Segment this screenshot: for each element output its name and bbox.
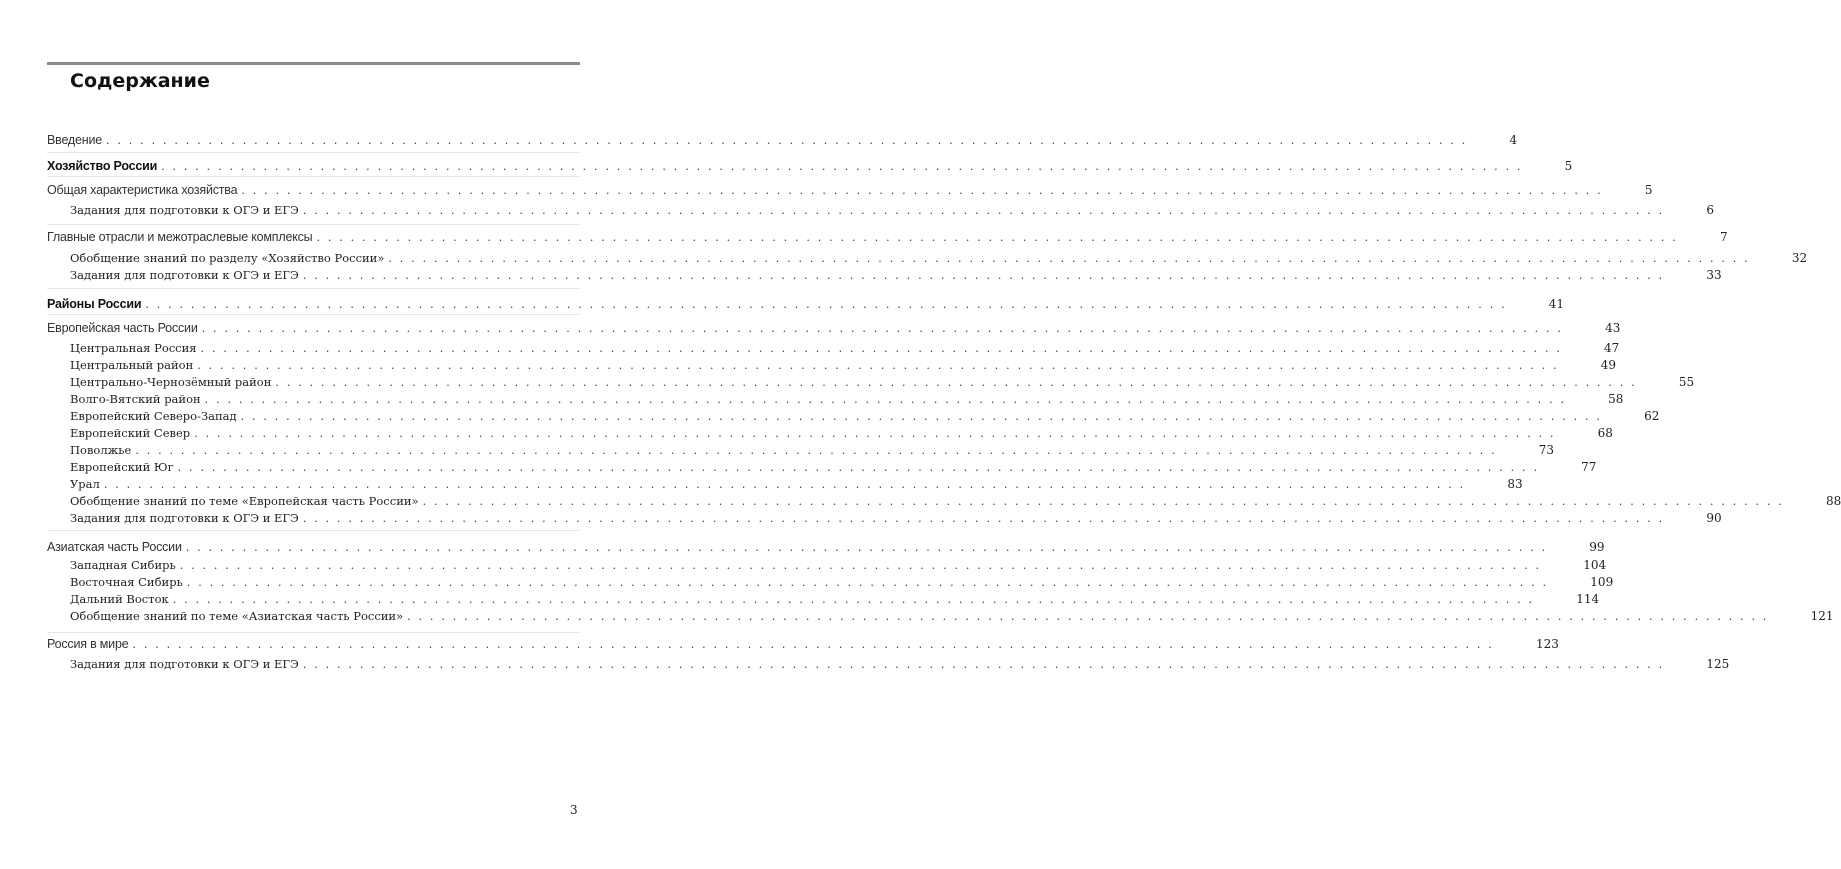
toc-entry-label: Задания для подготовки к ОГЭ и ЕГЭ [70,268,299,282]
toc-entry-page: 90 [1706,511,1722,525]
toc-entry-page: 104 [1583,558,1607,572]
toc-entry[interactable] [47,635,1559,653]
toc-entry-label: Главные отрасли и межотраслевые комплексы [47,230,313,244]
dot-leader: . . . . . . . . . . . . . . . . . . . . . . . . . . . . . . . . . . . . . . . . . . . . . . . . . . . . . . . . . . . . . . . . . . . . . . . . . . . . . . . . . . . . . . . . . . . . . . . . . . . . . . . . . . . . . . . . . . . . . . . . [135,444,1497,457]
toc-entry[interactable] [70,475,1523,493]
toc-entry-page: 77 [1581,460,1597,474]
page-number: 3 [570,803,578,817]
toc-entry-page: 125 [1706,657,1730,671]
toc-entry-label: Европейский Северо-Запад [70,409,237,423]
toc-entry-label: Европейский Юг [70,460,174,474]
dot-leader: . . . . . . . . . . . . . . . . . . . . . . . . . . . . . . . . . . . . . . . . . . . . . . . . . . . . . . . . . . . . . . . . . . . . . . . . . . . . . . . . . . . . . . . . . . . . . . . . . . . . . . . . . . . . . . . . . . . . . . . . [302,269,1665,282]
toc-entry-page: 5 [1644,183,1653,197]
toc-entry-page: 6 [1706,203,1714,217]
toc-entry-page: 123 [1535,637,1559,651]
toc-entry-label: Дальний Восток [70,592,169,606]
toc-entry-page: 32 [1791,251,1808,265]
toc-entry[interactable] [70,390,1624,408]
dot-leader: . . . . . . . . . . . . . . . . . . . . . . . . . . . . . . . . . . . . . . . . . . . . . . . . . . . . . . . . . . . . . . . . . . . . . . . . . . . . . . . . . . . . . . . . . . . . . . . . . . . . . . . . . . . . . . . . . . . . . . . . [103,478,1466,491]
toc-entry-label: Задания для подготовки к ОГЭ и ЕГЭ [70,657,299,671]
toc-entry-page: 49 [1600,358,1617,372]
toc-entry-page: 73 [1538,443,1555,457]
toc-entry-page: 47 [1604,341,1620,355]
dot-leader: . . . . . . . . . . . . . . . . . . . . . . . . . . . . . . . . . . . . . . . . . . . . . . . . . . . . . . . . . . . . . . . . . . . . . . . . . . . . . . . . . . . . . . . . . . . . . . . . . . . . . . . . . . . . . . . . . . . . . . . . [179,559,1542,572]
section-divider [47,632,580,633]
toc-entry-label: Введение [47,133,102,147]
toc-entry-label: Хозяйство России [47,159,158,173]
toc-entry[interactable] [70,424,1613,442]
dot-leader: . . . . . . . . . . . . . . . . . . . . . . . . . . . . . . . . . . . . . . . . . . . . . . . . . . . . . . . . . . . . . . . . . . . . . . . . . . . . . . . . . . . . . . . . . . . . . . . . . . . . . . . . . . . . . . . . . . . . . . . . [241,184,1603,197]
toc-entry-page: 7 [1719,230,1728,244]
toc-entry[interactable] [70,607,1834,625]
toc-entry-page: 43 [1605,321,1621,335]
toc-entry-page: 4 [1509,133,1518,147]
toc-entry-page: 33 [1706,268,1722,282]
toc-entry-page: 55 [1678,375,1695,389]
toc-entry[interactable] [70,458,1597,476]
toc-entry-page: 68 [1597,426,1613,440]
toc-entry-label: Европейская часть России [47,321,198,335]
toc-entry-page: 58 [1608,392,1624,406]
dot-leader: . . . . . . . . . . . . . . . . . . . . . . . . . . . . . . . . . . . . . . . . . . . . . . . . . . . . . . . . . . . . . . . . . . . . . . . . . . . . . . . . . . . . . . . . . . . . . . . . . . . . . . . . . . . . . . . . . . . . . . . . [172,593,1535,606]
toc-entry-label: Западная Сибирь [70,558,176,572]
toc-entry-page: 83 [1507,477,1523,491]
section-divider [47,530,580,531]
toc-entry-label: Задания для подготовки к ОГЭ и ЕГЭ [70,203,299,217]
toc-entry-label: Поволжье [70,443,132,457]
toc-entry-page: 5 [1564,159,1573,173]
toc-entry-label: Обобщение знаний по теме «Европейская часть России» [70,494,419,508]
toc-entry[interactable] [70,249,1808,267]
toc-entry[interactable] [47,538,1605,556]
toc-entry-label: Задания для подготовки к ОГЭ и ЕГЭ [70,511,299,525]
toc-entry[interactable] [70,573,1614,591]
dot-leader: . . . . . . . . . . . . . . . . . . . . . . . . . . . . . . . . . . . . . . . . . . . . . . . . . . . . . . . . . . . . . . . . . . . . . . . . . . . . . . . . . . . . . . . . . . . . . . . . . . . . . . . . . . . . . . . . . . . . . . . . [388,252,1750,265]
dot-leader: . . . . . . . . . . . . . . . . . . . . . . . . . . . . . . . . . . . . . . . . . . . . . . . . . . . . . . . . . . . . . . . . . . . . . . . . . . . . . . . . . . . . . . . . . . . . . . . . . . . . . . . . . . . . . . . . . . . . . . . . [161,160,1523,173]
toc-entry-label: Азиатская часть России [47,540,182,554]
toc-entry-page: 99 [1589,540,1605,554]
dot-leader: . . . . . . . . . . . . . . . . . . . . . . . . . . . . . . . . . . . . . . . . . . . . . . . . . . . . . . . . . . . . . . . . . . . . . . . . . . . . . . . . . . . . . . . . . . . . . . . . . . . . . . . . . . . . . . . . . . . . . . . . [201,322,1564,335]
dot-leader: . . . . . . . . . . . . . . . . . . . . . . . . . . . . . . . . . . . . . . . . . . . . . . . . . . . . . . . . . . . . . . . . . . . . . . . . . . . . . . . . . . . . . . . . . . . . . . . . . . . . . . . . . . . . . . . . . . . . . . . . [422,495,1785,508]
dot-leader: . . . . . . . . . . . . . . . . . . . . . . . . . . . . . . . . . . . . . . . . . . . . . . . . . . . . . . . . . . . . . . . . . . . . . . . . . . . . . . . . . . . . . . . . . . . . . . . . . . . . . . . . . . . . . . . . . . . . . . . . [302,512,1665,525]
dot-leader: . . . . . . . . . . . . . . . . . . . . . . . . . . . . . . . . . . . . . . . . . . . . . . . . . . . . . . . . . . . . . . . . . . . . . . . . . . . . . . . . . . . . . . . . . . . . . . . . . . . . . . . . . . . . . . . . . . . . . . . . [197,359,1559,372]
dot-leader: . . . . . . . . . . . . . . . . . . . . . . . . . . . . . . . . . . . . . . . . . . . . . . . . . . . . . . . . . . . . . . . . . . . . . . . . . . . . . . . . . . . . . . . . . . . . . . . . . . . . . . . . . . . . . . . . . . . . . . . . [194,427,1556,440]
toc-entry-label: Районы России [47,297,142,311]
toc-entry-label: Урал [70,477,100,491]
dot-leader: . . . . . . . . . . . . . . . . . . . . . . . . . . . . . . . . . . . . . . . . . . . . . . . . . . . . . . . . . . . . . . . . . . . . . . . . . . . . . . . . . . . . . . . . . . . . . . . . . . . . . . . . . . . . . . . . . . . . . . . . [316,231,1678,244]
toc-entry[interactable] [70,509,1722,527]
section-divider [47,152,580,153]
toc-entry[interactable] [70,590,1600,608]
dot-leader: . . . . . . . . . . . . . . . . . . . . . . . . . . . . . . . . . . . . . . . . . . . . . . . . . . . . . . . . . . . . . . . . . . . . . . . . . . . . . . . . . . . . . . . . . . . . . . . . . . . . . . . . . . . . . . . . . . . . . . . . [275,376,1637,389]
toc-entry[interactable] [70,356,1617,374]
toc-entry[interactable] [47,228,1728,246]
toc-entry-label: Общая характеристика хозяйства [47,183,238,197]
dot-leader: . . . . . . . . . . . . . . . . . . . . . . . . . . . . . . . . . . . . . . . . . . . . . . . . . . . . . . . . . . . . . . . . . . . . . . . . . . . . . . . . . . . . . . . . . . . . . . . . . . . . . . . . . . . . . . . . . . . . . . . . [185,541,1548,554]
toc-entry[interactable] [70,556,1607,574]
dot-leader: . . . . . . . . . . . . . . . . . . . . . . . . . . . . . . . . . . . . . . . . . . . . . . . . . . . . . . . . . . . . . . . . . . . . . . . . . . . . . . . . . . . . . . . . . . . . . . . . . . . . . . . . . . . . . . . . . . . . . . . . [302,204,1665,217]
toc-entry[interactable] [47,131,1518,149]
dot-leader: . . . . . . . . . . . . . . . . . . . . . . . . . . . . . . . . . . . . . . . . . . . . . . . . . . . . . . . . . . . . . . . . . . . . . . . . . . . . . . . . . . . . . . . . . . . . . . . . . . . . . . . . . . . . . . . . . . . . . . . . [177,461,1540,474]
toc-entry[interactable] [70,373,1695,391]
dot-leader: . . . . . . . . . . . . . . . . . . . . . . . . . . . . . . . . . . . . . . . . . . . . . . . . . . . . . . . . . . . . . . . . . . . . . . . . . . . . . . . . . . . . . . . . . . . . . . . . . . . . . . . . . . . . . . . . . . . . . . . . [132,638,1494,651]
toc-entry[interactable] [70,441,1555,459]
toc-entry[interactable] [70,492,1841,510]
dot-leader: . . . . . . . . . . . . . . . . . . . . . . . . . . . . . . . . . . . . . . . . . . . . . . . . . . . . . . . . . . . . . . . . . . . . . . . . . . . . . . . . . . . . . . . . . . . . . . . . . . . . . . . . . . . . . . . . . . . . . . . . [145,298,1507,311]
dot-leader: . . . . . . . . . . . . . . . . . . . . . . . . . . . . . . . . . . . . . . . . . . . . . . . . . . . . . . . . . . . . . . . . . . . . . . . . . . . . . . . . . . . . . . . . . . . . . . . . . . . . . . . . . . . . . . . . . . . . . . . . [407,610,1769,623]
dot-leader: . . . . . . . . . . . . . . . . . . . . . . . . . . . . . . . . . . . . . . . . . . . . . . . . . . . . . . . . . . . . . . . . . . . . . . . . . . . . . . . . . . . . . . . . . . . . . . . . . . . . . . . . . . . . . . . . . . . . . . . . [240,410,1603,423]
toc-entry-label: Европейский Север [70,426,191,440]
dot-leader: . . . . . . . . . . . . . . . . . . . . . . . . . . . . . . . . . . . . . . . . . . . . . . . . . . . . . . . . . . . . . . . . . . . . . . . . . . . . . . . . . . . . . . . . . . . . . . . . . . . . . . . . . . . . . . . . . . . . . . . . [302,658,1665,671]
toc-entry-label: Центральный район [70,358,194,372]
toc-entry[interactable] [47,181,1653,199]
section-divider [47,224,580,225]
dot-leader: . . . . . . . . . . . . . . . . . . . . . . . . . . . . . . . . . . . . . . . . . . . . . . . . . . . . . . . . . . . . . . . . . . . . . . . . . . . . . . . . . . . . . . . . . . . . . . . . . . . . . . . . . . . . . . . . . . . . . . . . [106,134,1468,147]
toc-entry-label: Волго-Вятский район [70,392,201,406]
toc-entry-label: Центрально-Чернозёмный район [70,375,272,389]
dot-leader: . . . . . . . . . . . . . . . . . . . . . . . . . . . . . . . . . . . . . . . . . . . . . . . . . . . . . . . . . . . . . . . . . . . . . . . . . . . . . . . . . . . . . . . . . . . . . . . . . . . . . . . . . . . . . . . . . . . . . . . . [186,576,1549,589]
toc-entry-page: 109 [1590,575,1614,589]
toc-entry[interactable] [70,655,1730,673]
toc-entry-label: Россия в мире [47,637,129,651]
toc-entry[interactable] [47,295,1565,313]
toc-entry-label: Обобщение знаний по теме «Азиатская часть России» [70,609,404,623]
dot-leader: . . . . . . . . . . . . . . . . . . . . . . . . . . . . . . . . . . . . . . . . . . . . . . . . . . . . . . . . . . . . . . . . . . . . . . . . . . . . . . . . . . . . . . . . . . . . . . . . . . . . . . . . . . . . . . . . . . . . . . . . [200,342,1563,355]
toc-entry-page: 88 [1826,494,1841,508]
section-divider [47,176,580,177]
section-divider [47,288,580,289]
toc-entry[interactable] [47,319,1621,337]
page-title: Содержание [70,70,210,92]
toc-entry-page: 114 [1576,592,1600,606]
toc-entry[interactable] [70,407,1660,425]
toc-entry-label: Восточная Сибирь [70,575,183,589]
toc-entry[interactable] [70,339,1620,357]
section-divider [47,314,580,315]
toc-entry-label: Обобщение знаний по разделу «Хозяйство России» [70,251,385,265]
toc-entry-page: 41 [1548,297,1565,311]
dot-leader: . . . . . . . . . . . . . . . . . . . . . . . . . . . . . . . . . . . . . . . . . . . . . . . . . . . . . . . . . . . . . . . . . . . . . . . . . . . . . . . . . . . . . . . . . . . . . . . . . . . . . . . . . . . . . . . . . . . . . . . . [204,393,1567,406]
toc-entry[interactable] [70,266,1722,284]
toc-entry[interactable] [70,201,1714,219]
toc-entry[interactable] [47,157,1573,175]
toc-entry-page: 121 [1810,609,1834,623]
toc-entry-label: Центральная Россия [70,341,197,355]
toc-entry-page: 62 [1644,409,1660,423]
top-rule [47,62,580,65]
